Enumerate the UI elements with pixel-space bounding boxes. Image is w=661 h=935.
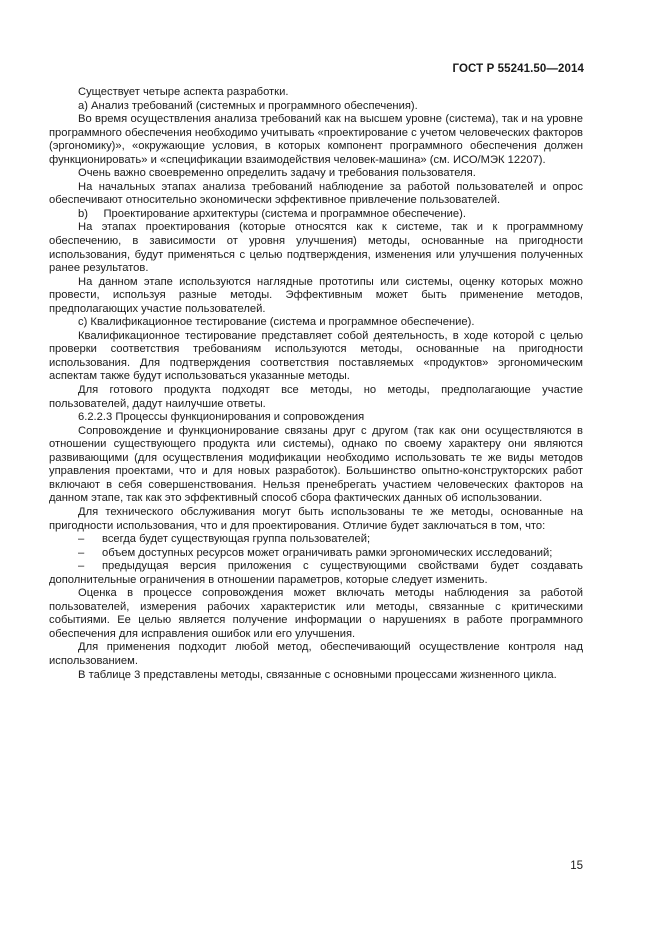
- dash-marker: –: [78, 533, 85, 546]
- section-heading: 6.2.2.3 Процессы функционирования и сопровождения: [78, 411, 365, 424]
- dash-marker: –: [78, 560, 85, 573]
- paragraph: Очень важно своевременно определить задачу и требования пользователя.: [78, 167, 476, 180]
- dash-list-item: [49, 533, 583, 547]
- paragraph: Для применения подходит любой метод, обеспечивающий осуществление контроля над использованием.: [49, 641, 583, 667]
- paragraph: Во время осуществления анализа требований как на высшем уровне (система), так и на уровне программного обеспечения необходимо учитывать «проектирование с учетом человеческих факторов (эргономику)», «окружающие условия, в которых компонент программного обеспечения должен функционировать» и «спецификации взаимодействия человек-машина» (см. ИСО/МЭК 12207).: [49, 113, 583, 166]
- paragraph: Сопровождение и функционирование связаны друг с другом (так как они осуществляются в отношении существующего продукта или системы), однако по своему характеру они являются развивающими (для осуществления модификации необходимо использовать те же виды методов управления проектами, что и для новых разработок). Большинство опытно-конструкторских работ включают в себя совершенствования. Нельзя пренебрегать участием человеческих факторов на данном этапе, так как это эффективный способ сбора фактических данных об использовании.: [49, 424, 583, 505]
- dash-list-item: [49, 547, 583, 561]
- document-body: [49, 86, 583, 682]
- paragraph: Квалификационное тестирование представляет собой деятельность, в ходе которой с целью проверки соответствия требованиям используются методы, основанные на пригодности использования. Для подтверждения соответствия поставляемых «продуктов» эргономическим аспектам также будут использоваться указанные методы.: [49, 329, 583, 383]
- dash-list-item: [49, 560, 583, 587]
- paragraph: На данном этапе используются наглядные прототипы или системы, оценку которых можно провести, используя разные методы. Эффективным может быть применение методов, предполагающих участие пользователей.: [49, 275, 583, 315]
- paragraph: На этапах проектирования (которые относятся как к системе, так и к программному обеспечению, в зависимости от уровня улучшения) методы, основанные на пригодности использования, будут применяться с целью подтверждения, изменения или улучшения полученных ранее результатов.: [49, 221, 583, 275]
- list-item-b: b) Проектирование архитектуры (система и программное обеспечение).: [78, 207, 466, 220]
- page-number: 15: [570, 860, 583, 872]
- standard-designation: ГОСТ Р 55241.50—2014: [452, 63, 584, 75]
- paragraph: На начальных этапах анализа требований наблюдение за работой пользователей и опрос обеспечивают относительно экономически эффективное привлечение пользователей.: [49, 180, 583, 207]
- dash-list-text: всегда будет существующая группа пользователей;: [102, 533, 371, 546]
- paragraph: Для технического обслуживания могут быть использованы те же методы, основанные на пригодности использования, что и для проектирования. Отличие будет заключаться в том, что:: [49, 505, 583, 532]
- dash-marker: –: [78, 546, 85, 559]
- list-item-a: а) Анализ требований (системных и программного обеспечения).: [78, 99, 418, 112]
- dash-list-text: предыдущая версия приложения с существующими свойствами будет создавать дополнительные ограничения в отношении параметров, которые следует изменить.: [49, 560, 583, 586]
- paragraph: Существует четыре аспекта разработки.: [78, 86, 289, 98]
- list-item-c: с) Квалификационное тестирование (система и программное обеспечение).: [78, 316, 475, 329]
- dash-list-text: объем доступных ресурсов может ограничивать рамки эргономических исследований;: [102, 546, 553, 559]
- paragraph: В таблице 3 представлены методы, связанные с основными процессами жизненного цикла.: [78, 668, 557, 681]
- paragraph: Оценка в процессе сопровождения может включать методы наблюдения за работой пользователей, измерения рабочих характеристик или методы, связанные с критическими событиями. Ее целью является получение информации о нарушениях в работе программного обеспечения для исправления ошибок или его улучшения.: [49, 587, 583, 640]
- paragraph: Для готового продукта подходят все методы, но методы, предполагающие участие пользователей, дадут наилучшие ответы.: [49, 384, 583, 410]
